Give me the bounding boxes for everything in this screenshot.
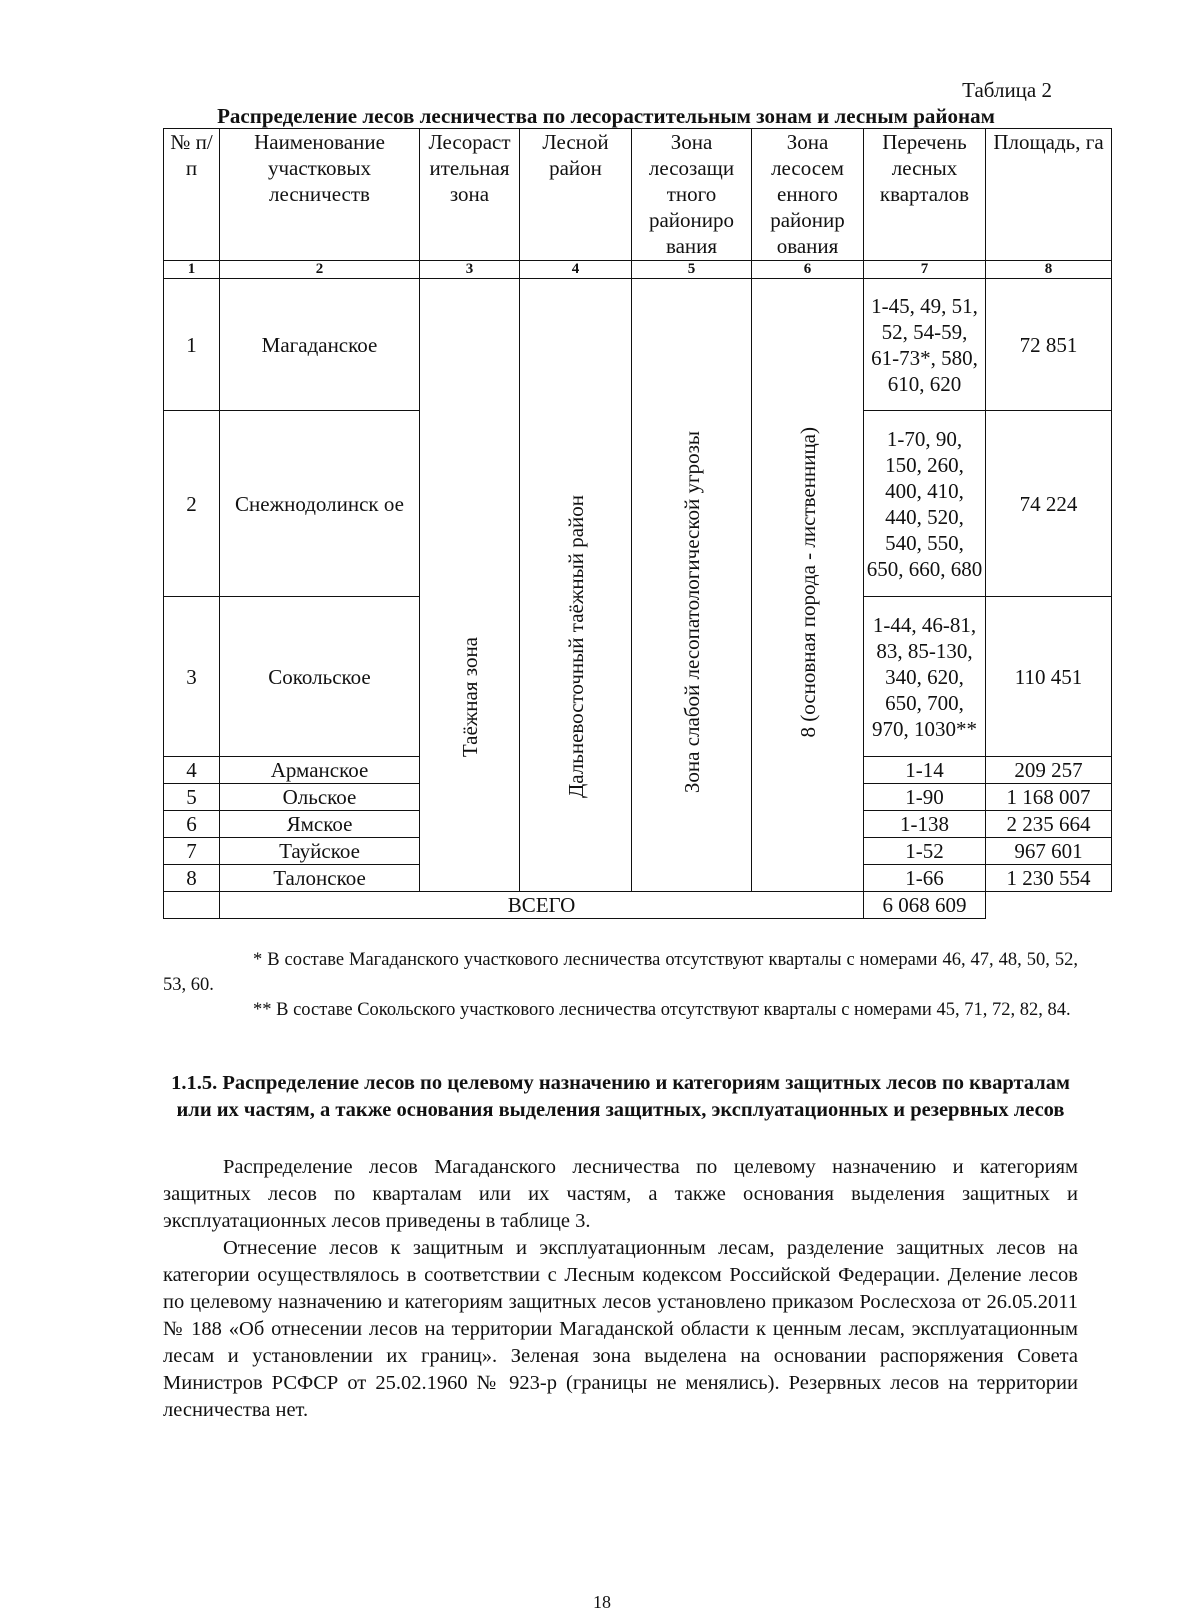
seed-zone-cell (752, 279, 864, 892)
zone-cell (420, 279, 520, 892)
row-num: 6 (164, 811, 220, 838)
col-number: 5 (632, 261, 752, 279)
row-quarters: 1-45, 49, 51, 52, 54-59, 61-73*, 580, 610, 620 (864, 279, 986, 411)
body-text (163, 1154, 1078, 1424)
col-number: 7 (864, 261, 986, 279)
zone-value: Таёжная зона (457, 636, 482, 758)
row-quarters: 1-138 (864, 811, 986, 838)
header-quarters: Перечень лесных кварталов (864, 129, 986, 261)
header-name: Наименование участковых лесничеств (220, 129, 420, 261)
total-area: 6 068 609 (864, 892, 986, 919)
row-area: 110 451 (986, 597, 1112, 757)
row-num: 4 (164, 757, 220, 784)
seed-zone-value: 8 (основная порода - лиственница) (795, 426, 820, 738)
row-area: 1 168 007 (986, 784, 1112, 811)
page-number: 18 (593, 1592, 611, 1612)
row-name: Тауйское (220, 838, 420, 865)
row-num: 3 (164, 597, 220, 757)
protect-zone-value: Зона слабой лесопатологической угрозы (679, 430, 704, 794)
row-name: Талонское (220, 865, 420, 892)
district-value: Дальневосточный таёжный район (563, 495, 588, 799)
total-empty-cell (164, 892, 220, 919)
total-label: ВСЕГО (220, 892, 864, 919)
row-name: Снежнодолинск ое (220, 411, 420, 597)
footnote: * В составе Магаданского участкового лесничества отсутствуют кварталы с номерами 46, 47, 48, 50, 52, 53, 60. (163, 950, 1078, 995)
row-num: 2 (164, 411, 220, 597)
row-name: Магаданское (220, 279, 420, 411)
header-area: Площадь, га (986, 129, 1112, 261)
header-district: Лесной район (520, 129, 632, 261)
column-number-row (164, 261, 1112, 279)
row-area: 209 257 (986, 757, 1112, 784)
row-quarters: 1-14 (864, 757, 986, 784)
row-name: Ямское (220, 811, 420, 838)
forest-distribution-table (163, 128, 1112, 919)
row-name: Ольское (220, 784, 420, 811)
table-header-row (164, 129, 1112, 261)
district-cell (520, 279, 632, 892)
row-num: 8 (164, 865, 220, 892)
table-label: Таблица 2 (962, 78, 1052, 102)
row-quarters: 1-90 (864, 784, 986, 811)
row-area: 967 601 (986, 838, 1112, 865)
footnote: ** В составе Сокольского участкового лесничества отсутствуют кварталы с номерами 45, 71, 72, 82, 84. (253, 1000, 1071, 1020)
col-number: 8 (986, 261, 1112, 279)
row-num: 7 (164, 838, 220, 865)
row-num: 5 (164, 784, 220, 811)
col-number: 4 (520, 261, 632, 279)
row-quarters: 1-70, 90, 150, 260, 400, 410, 440, 520, 540, 550, 650, 660, 680 (864, 411, 986, 597)
protect-zone-cell (632, 279, 752, 892)
paragraph: Распределение лесов Магаданского лесничества по целевому назначению и категориям защитных лесов по кварталам или их частям, а также основания выделения защитных и эксплуатационных лесов приведены в таблице 3. (163, 1156, 1078, 1232)
table-title: Распределение лесов лесничества по лесорастительным зонам и лесным районам (217, 104, 995, 128)
row-quarters: 1-52 (864, 838, 986, 865)
col-number: 6 (752, 261, 864, 279)
row-area: 72 851 (986, 279, 1112, 411)
paragraph: Отнесение лесов к защитным и эксплуатационным лесам, разделение защитных лесов на категории осуществлялось в соответствии с Лесным кодексом Российской Федерации. Деление лесов по целевому назначению и категориям защитных лесов установлено приказом Рослесхоза от 26.05.2011 № 188 «Об отнесении лесов на территории Магаданской области к ценным лесам, эксплуатационным лесам и установлении их границ». Зеленая зона выделена на основании распоряжения Совета Министров РСФСР от 25.02.1960 № 923-р (границы не менялись). Резервных лесов на территории лесничества нет. (163, 1237, 1078, 1421)
total-row (164, 892, 1112, 919)
col-number: 3 (420, 261, 520, 279)
header-num: № п/п (164, 129, 220, 261)
row-quarters: 1-66 (864, 865, 986, 892)
row-num: 1 (164, 279, 220, 411)
col-number: 2 (220, 261, 420, 279)
table-row (164, 279, 1112, 411)
table-footnotes (163, 948, 1078, 1023)
section-heading: 1.1.5. Распределение лесов по целевому назначению и категориям защитных лесов по кварталам или их частям, а также основания выделения защитных, эксплуатационных и резервных лесов (171, 1072, 1070, 1121)
header-protect: Зона лесозащи тного райониро вания (632, 129, 752, 261)
header-seed: Зона лесосем енного районир ования (752, 129, 864, 261)
row-quarters: 1-44, 46-81, 83, 85-130, 340, 620, 650, 700, 970, 1030** (864, 597, 986, 757)
row-area: 1 230 554 (986, 865, 1112, 892)
header-zone: Лесораст ительная зона (420, 129, 520, 261)
row-name: Арманское (220, 757, 420, 784)
col-number: 1 (164, 261, 220, 279)
row-area: 2 235 664 (986, 811, 1112, 838)
row-area: 74 224 (986, 411, 1112, 597)
row-name: Сокольское (220, 597, 420, 757)
